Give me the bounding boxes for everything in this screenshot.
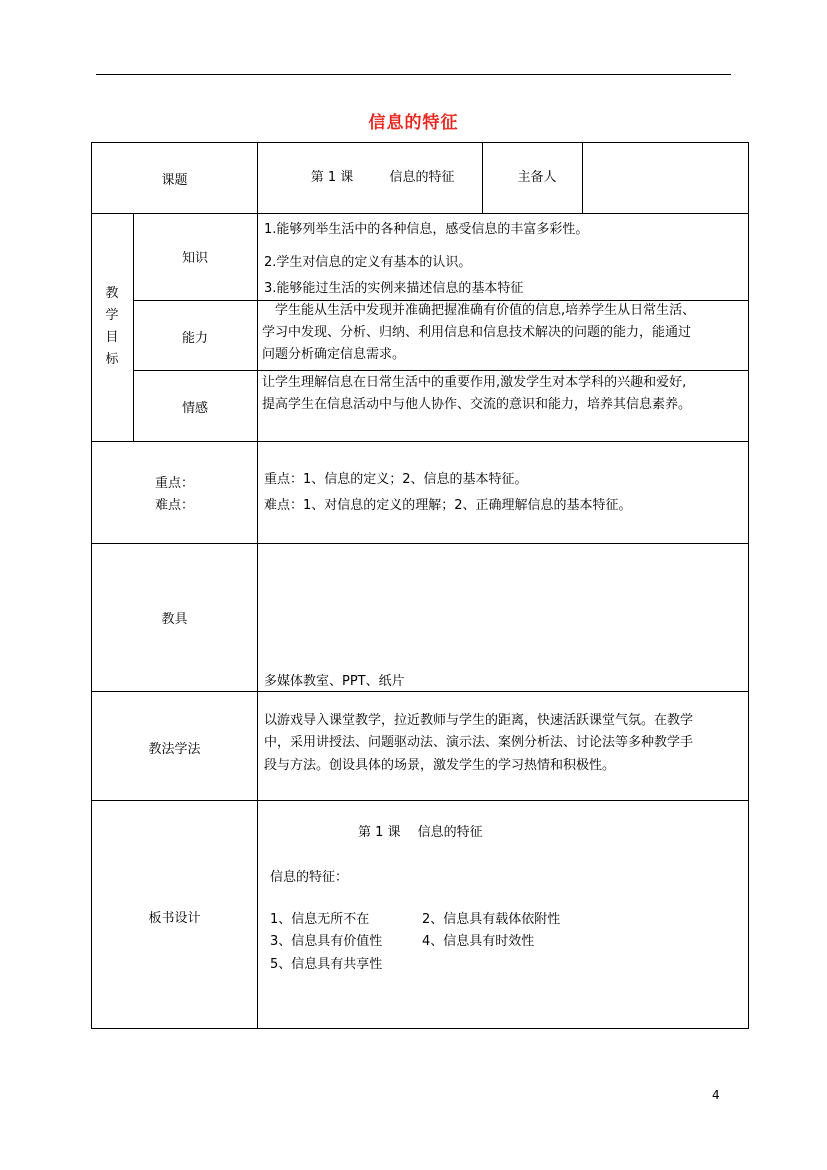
knowledge-line: 1.能够列举生活中的各种信息，感受信息的丰富多彩性。 bbox=[264, 222, 589, 237]
board-subheading: 信息的特征： bbox=[270, 870, 349, 885]
board-label: 板书设计 bbox=[148, 911, 201, 926]
row-divider bbox=[92, 800, 748, 801]
focus-label: 重点： bbox=[154, 476, 194, 491]
board-heading: 第 1 课 信息的特征 bbox=[358, 825, 483, 840]
board-item: 5、信息具有共享性 bbox=[270, 957, 383, 972]
row-divider bbox=[92, 441, 748, 442]
ability-line: 学生能从生活中发现并准确把握准确有价值的信息,培养学生从日常生活、 bbox=[262, 303, 696, 318]
tools-label: 教具 bbox=[161, 612, 188, 627]
topic-label: 课题 bbox=[161, 173, 188, 188]
knowledge-label: 知识 bbox=[181, 251, 208, 266]
knowledge-line: 2.学生对信息的定义有基本的认识。 bbox=[264, 255, 472, 270]
header-rule bbox=[96, 74, 731, 75]
lesson-plan-table bbox=[91, 142, 749, 1029]
objectives-group-label bbox=[102, 283, 122, 371]
emotion-line: 提高学生在信息活动中与他人协作、交流的意识和能力，培养其信息素养。 bbox=[262, 397, 692, 412]
lesson-title: 信息的特征 bbox=[389, 170, 455, 185]
ability-line: 问题分析确定信息需求。 bbox=[262, 347, 406, 362]
board-item: 3、信息具有价值性 bbox=[270, 934, 383, 949]
knowledge-line: 3.能够能过生活的实例来描述信息的基本特征 bbox=[264, 281, 524, 296]
methods-line: 中，采用讲授法、问题驱动法、演示法、案例分析法、讨论法等多种教学手 bbox=[264, 735, 694, 750]
lesson-number: 第 1 课 bbox=[310, 170, 354, 185]
methods-line: 以游戏导入课堂教学，拉近教师与学生的距离，快速活跃课堂气氛。在教学 bbox=[264, 713, 694, 728]
objectives-char: 教 bbox=[105, 286, 119, 301]
board-item: 1、信息无所不在 bbox=[270, 912, 370, 927]
ability-label: 能力 bbox=[181, 331, 208, 346]
difficulty-text: 难点：1、对信息的定义的理解；2、正确理解信息的基本特征。 bbox=[264, 498, 632, 513]
objectives-char: 学 bbox=[105, 308, 119, 323]
tools-text: 多媒体教室、PPT、纸片 bbox=[264, 674, 405, 689]
ability-line: 学习中发现、分析、归纳、利用信息和信息技术解决的问题的能力，能通过 bbox=[262, 325, 692, 340]
column-divider bbox=[257, 143, 258, 1028]
board-item: 4、信息具有时效性 bbox=[422, 934, 535, 949]
emotion-line: 让学生理解信息在日常生活中的重要作用,激发学生对本学科的兴趣和爱好, bbox=[262, 375, 687, 390]
row-divider bbox=[92, 213, 748, 214]
objectives-char: 标 bbox=[105, 352, 119, 367]
board-item: 2、信息具有载体依附性 bbox=[422, 912, 561, 927]
page-number: 4 bbox=[712, 1088, 720, 1102]
methods-line: 段与方法。创设具体的场景，激发学生的学习热情和积极性。 bbox=[264, 758, 616, 773]
document-title: 信息的特征 bbox=[368, 113, 459, 133]
emotion-label: 情感 bbox=[181, 401, 208, 416]
row-divider bbox=[92, 543, 748, 544]
row-divider bbox=[92, 691, 748, 692]
methods-label: 教法学法 bbox=[148, 742, 201, 757]
column-divider bbox=[482, 143, 483, 213]
difficulty-label: 难点： bbox=[154, 498, 194, 513]
focus-text: 重点：1、信息的定义；2、信息的基本特征。 bbox=[264, 472, 528, 487]
preparer-label: 主备人 bbox=[517, 170, 557, 185]
column-divider bbox=[582, 143, 583, 213]
objectives-char: 目 bbox=[105, 330, 119, 345]
